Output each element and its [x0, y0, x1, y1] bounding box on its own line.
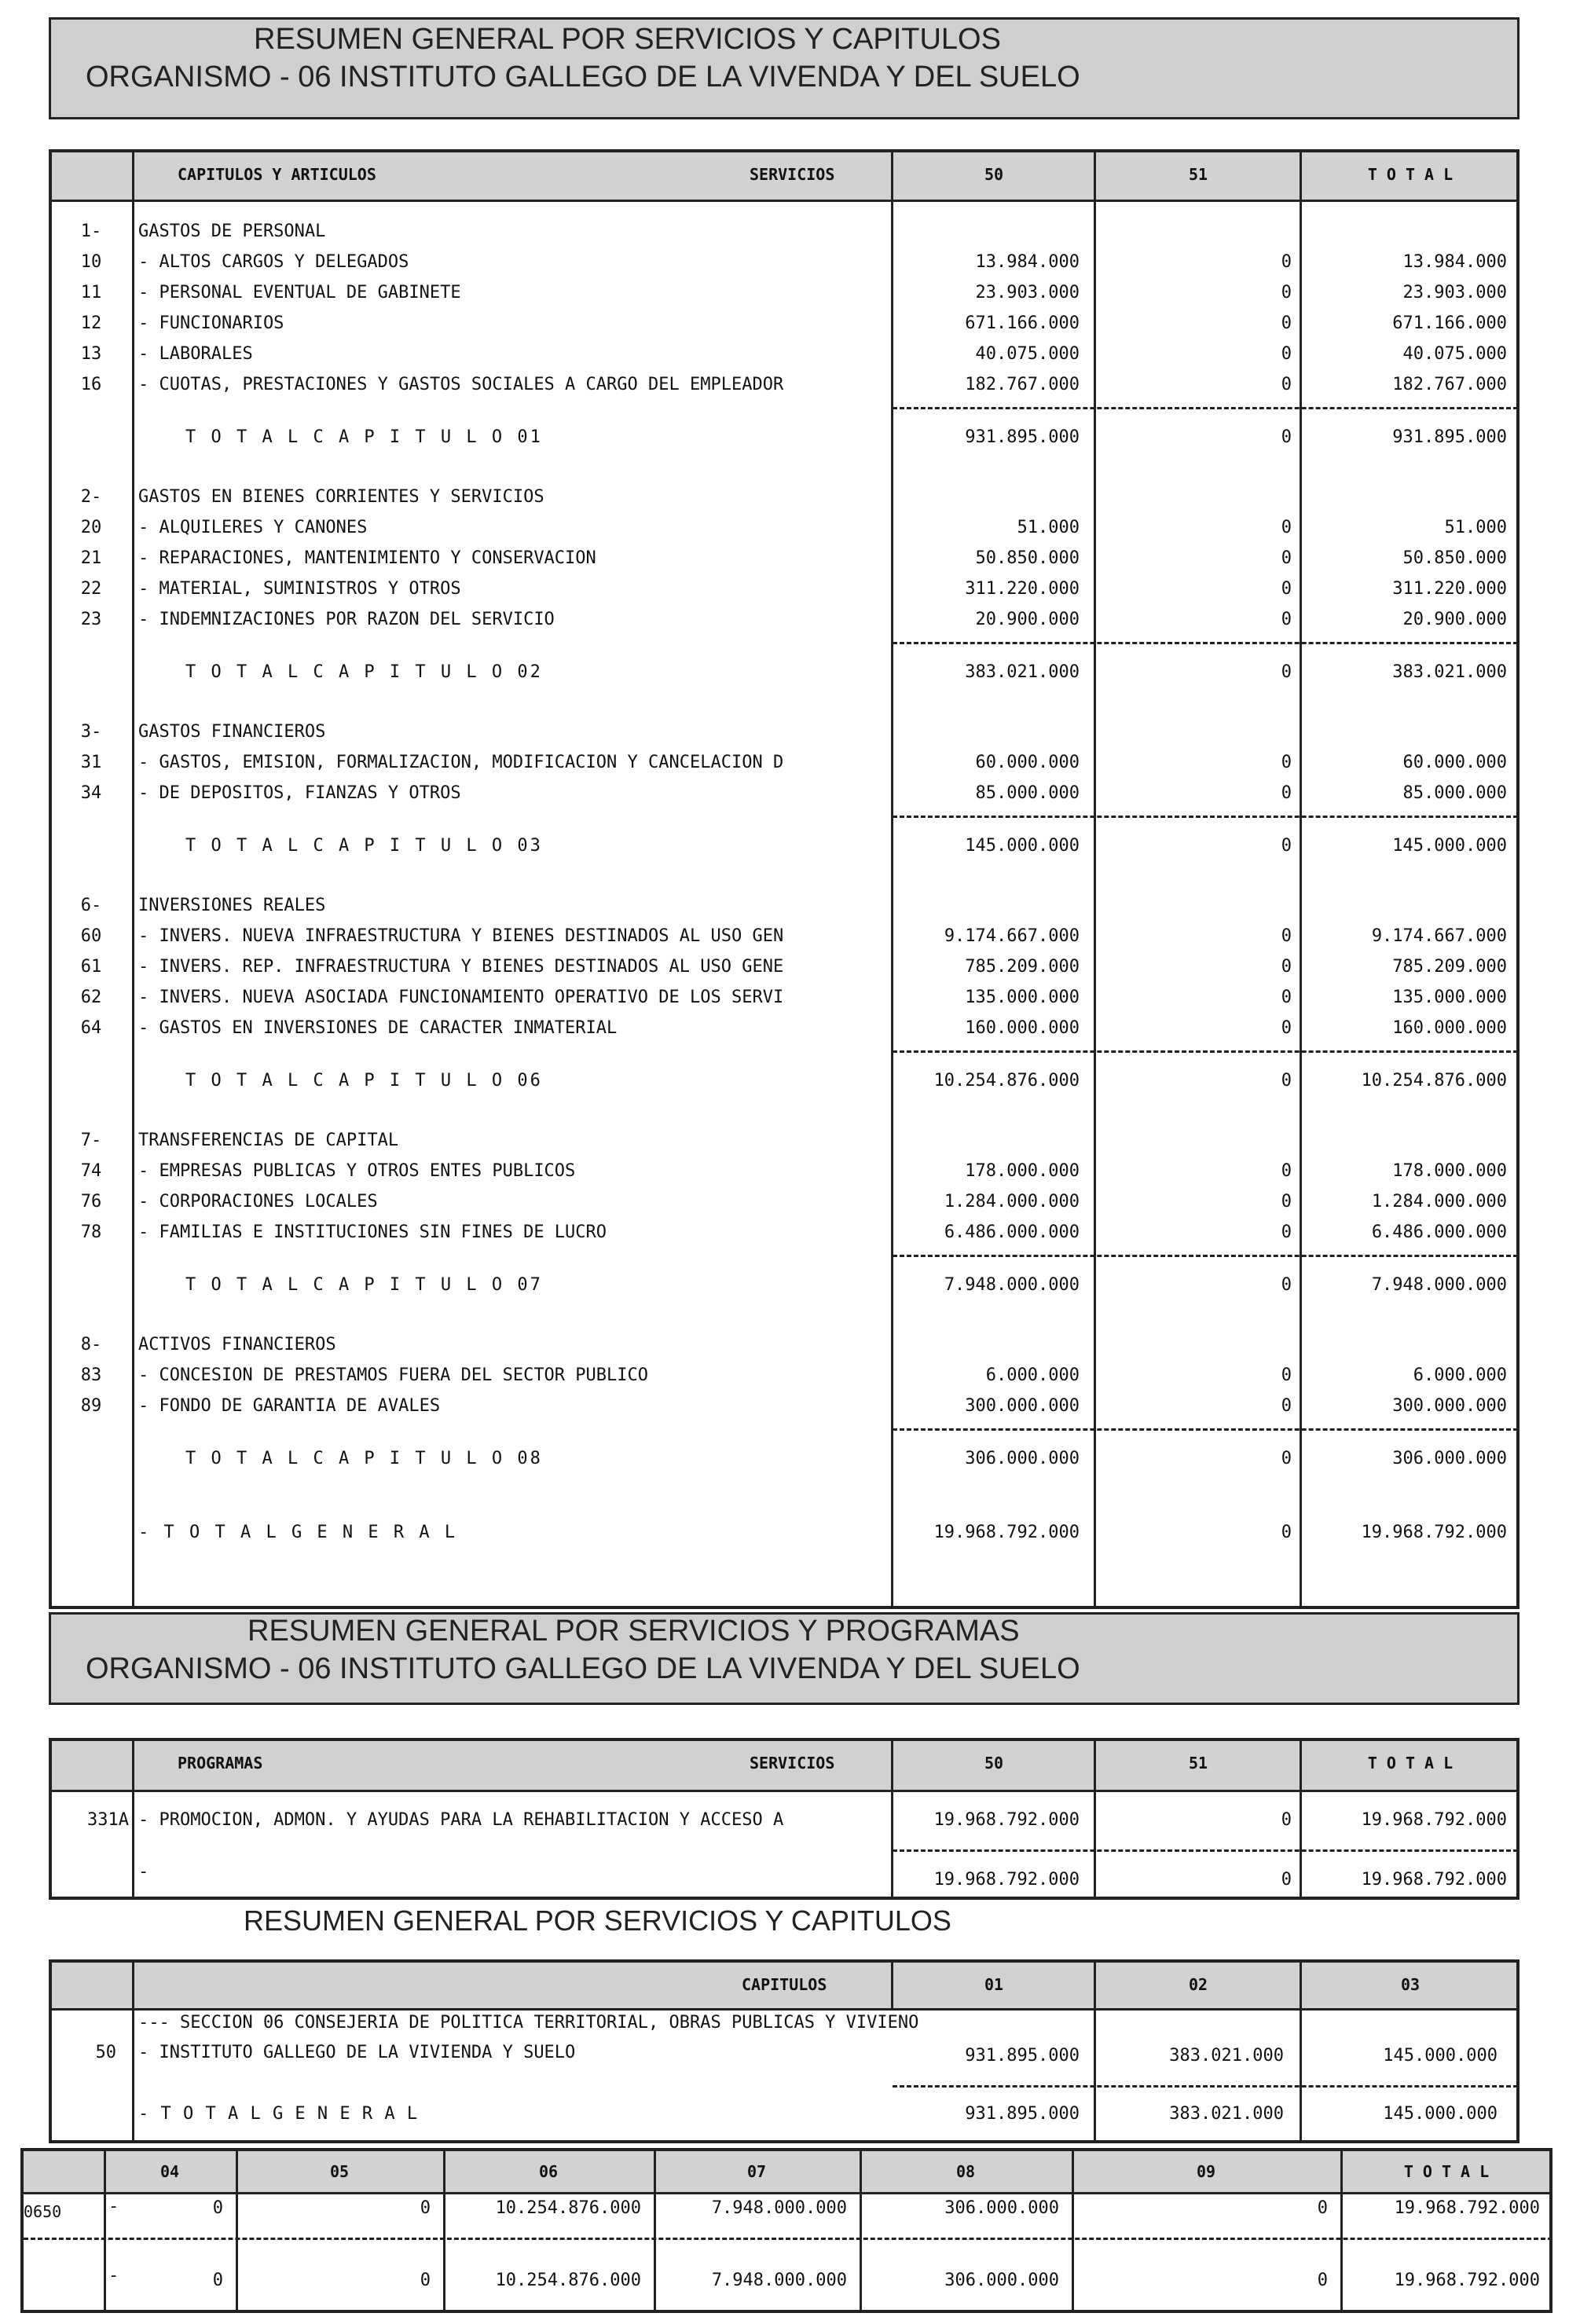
row-desc: GASTOS FINANCIEROS — [138, 722, 326, 742]
row-desc: ACTIVOS FINANCIEROS — [138, 1335, 336, 1354]
table-header — [52, 152, 1516, 202]
chapter-total-label: T O T A L C A P I T U L O 03 — [185, 836, 543, 856]
chapter-total-total: 7.948.000.000 — [1371, 1275, 1507, 1295]
program-v51: 0 — [1281, 1810, 1292, 1830]
header-03: 03 — [1400, 1975, 1421, 1994]
row-desc: INVERSIONES REALES — [138, 896, 326, 915]
header-col: 04 — [159, 2162, 180, 2181]
header-programas: PROGRAMAS — [178, 1754, 263, 1772]
row-desc: - ALTOS CARGOS Y DELEGADOS — [138, 252, 409, 272]
row-v50: 40.075.000 — [975, 344, 1080, 364]
row-v51: 0 — [1281, 1396, 1292, 1416]
row-v50: 1.284.000.000 — [944, 1192, 1080, 1211]
row-code: 0650 — [24, 2202, 62, 2221]
row-code: 76 — [80, 1192, 102, 1211]
row-v51: 0 — [1281, 313, 1292, 333]
row-v51: 0 — [1281, 283, 1292, 302]
row-v50: 160.000.000 — [965, 1018, 1080, 1038]
chapter-total-v50: 931.895.000 — [965, 427, 1080, 447]
row-code: 7- — [80, 1131, 102, 1150]
row-total: 300.000.000 — [1392, 1396, 1507, 1416]
service-v01: 931.895.000 — [965, 2046, 1080, 2066]
row-v51: 0 — [1281, 753, 1292, 772]
chapter-total-v50: 10.254.876.000 — [933, 1071, 1080, 1091]
chapter-total-total: 145.000.000 — [1392, 836, 1507, 856]
row-code: 10 — [80, 252, 102, 272]
row-code: 22 — [80, 579, 102, 599]
row-desc: - EMPRESAS PUBLICAS Y OTROS ENTES PUBLICOS — [138, 1161, 576, 1181]
total-value: 0 — [420, 2271, 431, 2290]
chapter-total-v51: 0 — [1281, 1449, 1292, 1468]
row-dash: - — [108, 2197, 119, 2216]
row-value: 0 — [1317, 2198, 1328, 2218]
chapter-total-v51: 0 — [1281, 427, 1292, 447]
header-total: T O T A L — [1367, 1754, 1454, 1772]
row-v50: 135.000.000 — [965, 988, 1080, 1007]
program-code: 331A — [87, 1810, 129, 1830]
chapter-total-total: 19.968.792.000 — [1361, 1523, 1507, 1542]
row-desc: - REPARACIONES, MANTENIMIENTO Y CONSERVACION — [138, 548, 596, 568]
row-v50: 300.000.000 — [965, 1396, 1080, 1416]
row-total: 51.000 — [1444, 518, 1507, 537]
row-desc: - ALQUILERES Y CANONES — [138, 518, 368, 537]
chapter-total-v51: 0 — [1281, 836, 1292, 856]
row-value: 0 — [212, 2198, 223, 2218]
row-v51: 0 — [1281, 957, 1292, 977]
row-code: 60 — [80, 926, 102, 946]
services-chapters-table-cont — [20, 2148, 1553, 2313]
row-desc: - MATERIAL, SUMINISTROS Y OTROS — [138, 579, 461, 599]
row-desc: - CONCESION DE PRESTAMOS FUERA DEL SECTOR PUBLICO — [138, 1365, 649, 1385]
row-total: 785.209.000 — [1392, 957, 1507, 977]
header-51: 51 — [1188, 165, 1208, 184]
service-v03: 145.000.000 — [1383, 2046, 1498, 2066]
chapter-total-total: 10.254.876.000 — [1361, 1071, 1507, 1091]
row-v50: 60.000.000 — [975, 753, 1080, 772]
row-code: 12 — [80, 313, 102, 333]
chapter-total-v51: 0 — [1281, 1523, 1292, 1542]
row-v50: 311.220.000 — [965, 579, 1080, 599]
row-desc: GASTOS DE PERSONAL — [138, 222, 326, 241]
row-code: 8- — [80, 1335, 102, 1354]
total-value: 0 — [212, 2271, 223, 2290]
row-code: 31 — [80, 753, 102, 772]
row-v51: 0 — [1281, 1161, 1292, 1181]
row-desc: - INVERS. NUEVA ASOCIADA FUNCIONAMIENTO OPERATIVO DE LOS SERVI — [138, 988, 784, 1007]
services-chapters-table — [49, 1959, 1520, 2143]
program-total-v50: 19.968.792.000 — [933, 1870, 1080, 1890]
row-v51: 0 — [1281, 988, 1292, 1007]
banner-organism: ORGANISMO - 06 INSTITUTO GALLEGO DE LA VIVENDA Y DEL SUELO — [86, 1652, 1080, 1685]
header-col: 07 — [746, 2162, 767, 2181]
row-v51: 0 — [1281, 1192, 1292, 1211]
row-desc: - INVERS. NUEVA INFRAESTRUCTURA Y BIENES DESTINADOS AL USO GEN — [138, 926, 784, 946]
row-desc: GASTOS EN BIENES CORRIENTES Y SERVICIOS — [138, 487, 544, 507]
header-50: 50 — [984, 1754, 1004, 1772]
row-desc: - GASTOS, EMISION, FORMALIZACION, MODIFICACION Y CANCELACION D — [138, 753, 784, 772]
row-v50: 85.000.000 — [975, 783, 1080, 803]
row-total: 85.000.000 — [1402, 783, 1507, 803]
row-total: 311.220.000 — [1392, 579, 1507, 599]
program-total: 19.968.792.000 — [1361, 1810, 1507, 1830]
row-desc: - INDEMNIZACIONES POR RAZON DEL SERVICIO — [138, 610, 555, 629]
row-v50: 13.984.000 — [975, 252, 1080, 272]
chapter-total-total: 383.021.000 — [1392, 662, 1507, 682]
row-total: 40.075.000 — [1402, 344, 1507, 364]
row-v50: 6.000.000 — [985, 1365, 1080, 1385]
header-col: T O T A L — [1403, 2162, 1490, 2181]
header-col: 08 — [955, 2162, 976, 2181]
row-code: 61 — [80, 957, 102, 977]
programs-table — [49, 1738, 1520, 1900]
header-total: T O T A L — [1367, 165, 1454, 184]
row-total: 135.000.000 — [1392, 988, 1507, 1007]
program-total-v51: 0 — [1281, 1870, 1292, 1890]
row-desc: - INVERS. REP. INFRAESTRUCTURA Y BIENES DESTINADOS AL USO GENE — [138, 957, 784, 977]
chapter-total-total: 931.895.000 — [1392, 427, 1507, 447]
row-v50: 6.486.000.000 — [944, 1222, 1080, 1242]
chapter-total-v50: 383.021.000 — [965, 662, 1080, 682]
row-total: 23.903.000 — [1402, 283, 1507, 302]
row-v50: 178.000.000 — [965, 1161, 1080, 1181]
header-servicios: SERVICIOS — [750, 1754, 835, 1772]
header-01: 01 — [984, 1975, 1004, 1994]
row-v51: 0 — [1281, 375, 1292, 394]
section-banner — [49, 17, 1520, 119]
chapter-total-total: 306.000.000 — [1392, 1449, 1507, 1468]
program-desc: - PROMOCION, ADMON. Y AYUDAS PARA LA REHABILITACION Y ACCESO A — [138, 1810, 784, 1830]
row-desc: - FUNCIONARIOS — [138, 313, 284, 333]
row-code: 6- — [80, 896, 102, 915]
row-v51: 0 — [1281, 548, 1292, 568]
row-code: 78 — [80, 1222, 102, 1242]
row-code: 34 — [80, 783, 102, 803]
row-v51: 0 — [1281, 518, 1292, 537]
row-v50: 785.209.000 — [965, 957, 1080, 977]
grand-total-v01: 931.895.000 — [965, 2104, 1080, 2124]
header-col: 06 — [538, 2162, 559, 2181]
row-total: 9.174.667.000 — [1371, 926, 1507, 946]
row-total: 160.000.000 — [1392, 1018, 1507, 1038]
chapter-total-v51: 0 — [1281, 662, 1292, 682]
row-desc: TRANSFERENCIAS DE CAPITAL — [138, 1131, 399, 1150]
grand-total-v02: 383.021.000 — [1169, 2104, 1284, 2124]
row-code: 74 — [80, 1161, 102, 1181]
chapter-total-label: T O T A L C A P I T U L O 01 — [185, 427, 543, 447]
row-code: 23 — [80, 610, 102, 629]
header-51: 51 — [1188, 1754, 1208, 1772]
row-code: 62 — [80, 988, 102, 1007]
row-code: 89 — [80, 1396, 102, 1416]
row-v50: 23.903.000 — [975, 283, 1080, 302]
row-total: 20.900.000 — [1402, 610, 1507, 629]
chapter-total-v50: 7.948.000.000 — [944, 1275, 1080, 1295]
row-v51: 0 — [1281, 783, 1292, 803]
row-code: 3- — [80, 722, 102, 742]
row-v51: 0 — [1281, 610, 1292, 629]
row-total: 60.000.000 — [1402, 753, 1507, 772]
section-title: RESUMEN GENERAL POR SERVICIOS Y CAPITULOS — [244, 1904, 951, 1937]
row-code: 2- — [80, 487, 102, 507]
row-value: 10.254.876.000 — [495, 2198, 641, 2218]
banner-organism: ORGANISMO - 06 INSTITUTO GALLEGO DE LA VIVENDA Y DEL SUELO — [86, 60, 1080, 93]
row-desc: - CUOTAS, PRESTACIONES Y GASTOS SOCIALES A CARGO DEL EMPLEADOR — [138, 375, 784, 394]
service-v02: 383.021.000 — [1169, 2046, 1284, 2066]
row-v51: 0 — [1281, 344, 1292, 364]
row-total: 1.284.000.000 — [1371, 1192, 1507, 1211]
header-servicios: SERVICIOS — [750, 165, 835, 184]
section-banner-programs — [49, 1612, 1520, 1705]
chapter-total-label: T O T A L C A P I T U L O 06 — [185, 1071, 543, 1091]
row-code: 16 — [80, 375, 102, 394]
row-code: 20 — [80, 518, 102, 537]
banner-title: RESUMEN GENERAL POR SERVICIOS Y CAPITULOS — [254, 23, 1001, 56]
total-value: 306.000.000 — [944, 2271, 1059, 2290]
section-line: --- SECCION 06 CONSEJERIA DE POLITICA TERRITORIAL, OBRAS PUBLICAS Y VIVIENO — [138, 2013, 919, 2033]
row-v51: 0 — [1281, 252, 1292, 272]
row-total: 178.000.000 — [1392, 1161, 1507, 1181]
total-dash: - — [108, 2266, 119, 2286]
program-v50: 19.968.792.000 — [933, 1810, 1080, 1830]
row-desc: - GASTOS EN INVERSIONES DE CARACTER INMATERIAL — [138, 1018, 618, 1038]
row-v51: 0 — [1281, 926, 1292, 946]
grand-total-v03: 145.000.000 — [1383, 2104, 1498, 2124]
service-code: 50 — [95, 2043, 116, 2062]
header-col: 05 — [329, 2162, 350, 2181]
chapter-total-label: T O T A L C A P I T U L O 07 — [185, 1275, 543, 1295]
total-value: 0 — [1317, 2271, 1328, 2290]
row-v51: 0 — [1281, 579, 1292, 599]
row-v50: 50.850.000 — [975, 548, 1080, 568]
header-capitulos: CAPITULOS Y ARTICULOS — [178, 165, 376, 184]
program-total-total: 19.968.792.000 — [1361, 1870, 1507, 1890]
row-code: 64 — [80, 1018, 102, 1038]
row-desc: - CORPORACIONES LOCALES — [138, 1192, 378, 1211]
row-v50: 51.000 — [1017, 518, 1080, 537]
total-value: 19.968.792.000 — [1394, 2271, 1540, 2290]
row-value: 19.968.792.000 — [1394, 2198, 1540, 2218]
chapters-table — [49, 149, 1520, 1609]
row-value: 306.000.000 — [944, 2198, 1059, 2218]
chapter-total-v50: 145.000.000 — [965, 836, 1080, 856]
total-value: 7.948.000.000 — [711, 2271, 847, 2290]
row-total: 6.486.000.000 — [1371, 1222, 1507, 1242]
row-desc: - FONDO DE GARANTIA DE AVALES — [138, 1396, 441, 1416]
row-total: 6.000.000 — [1413, 1365, 1507, 1385]
total-value: 10.254.876.000 — [495, 2271, 641, 2290]
row-v50: 20.900.000 — [975, 610, 1080, 629]
row-desc: - DE DEPOSITOS, FIANZAS Y OTROS — [138, 783, 461, 803]
header-50: 50 — [984, 165, 1004, 184]
chapter-total-label: T O T A L C A P I T U L O 02 — [185, 662, 543, 682]
row-value: 0 — [420, 2198, 431, 2218]
row-v50: 182.767.000 — [965, 375, 1080, 394]
chapter-total-v50: 306.000.000 — [965, 1449, 1080, 1468]
header-02: 02 — [1188, 1975, 1208, 1994]
row-code: 21 — [80, 548, 102, 568]
row-total: 13.984.000 — [1402, 252, 1507, 272]
row-desc: - LABORALES — [138, 344, 253, 364]
row-desc: - PERSONAL EVENTUAL DE GABINETE — [138, 283, 461, 302]
service-desc: - INSTITUTO GALLEGO DE LA VIVIENDA Y SUELO — [138, 2043, 576, 2062]
chapter-total-v50: 19.968.792.000 — [933, 1523, 1080, 1542]
header-capitulos: CAPITULOS — [742, 1975, 827, 1994]
row-total: 671.166.000 — [1392, 313, 1507, 333]
row-v50: 9.174.667.000 — [944, 926, 1080, 946]
row-desc: - FAMILIAS E INSTITUCIONES SIN FINES DE LUCRO — [138, 1222, 607, 1242]
program-total-desc: - — [138, 1862, 149, 1882]
chapter-total-label: T O T A L C A P I T U L O 08 — [185, 1449, 543, 1468]
row-v50: 671.166.000 — [965, 313, 1080, 333]
row-code: 11 — [80, 283, 102, 302]
row-v51: 0 — [1281, 1018, 1292, 1038]
row-total: 182.767.000 — [1392, 375, 1507, 394]
banner-title: RESUMEN GENERAL POR SERVICIOS Y PROGRAMAS — [247, 1615, 1020, 1648]
row-value: 7.948.000.000 — [711, 2198, 847, 2218]
chapter-total-v51: 0 — [1281, 1275, 1292, 1295]
grand-total-label: - T O T A L G E N E R A L — [138, 2104, 419, 2124]
row-code: 1- — [80, 222, 102, 241]
row-code: 83 — [80, 1365, 102, 1385]
row-v51: 0 — [1281, 1222, 1292, 1242]
chapter-total-label: - T O T A L G E N E R A L — [138, 1523, 458, 1542]
row-v51: 0 — [1281, 1365, 1292, 1385]
row-code: 13 — [80, 344, 102, 364]
row-total: 50.850.000 — [1402, 548, 1507, 568]
chapter-total-v51: 0 — [1281, 1071, 1292, 1091]
header-col: 09 — [1196, 2162, 1216, 2181]
